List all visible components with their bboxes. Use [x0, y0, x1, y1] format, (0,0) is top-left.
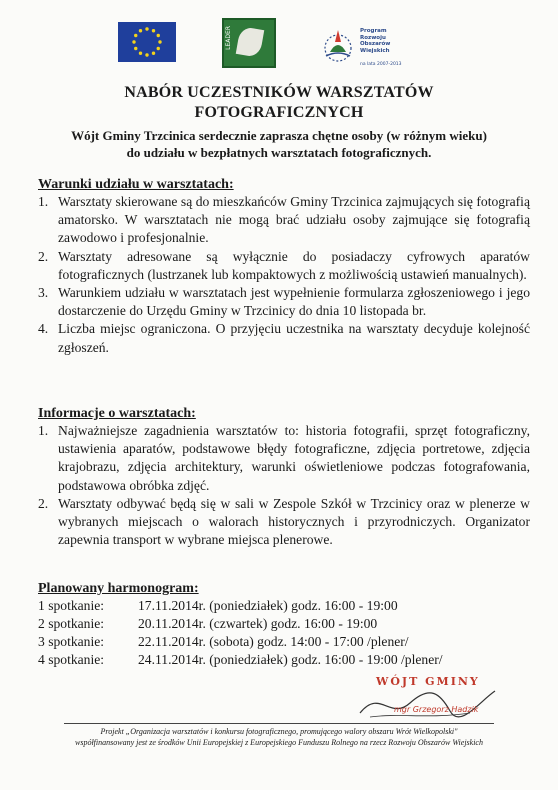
list-item: 2. Warsztaty odbywać będą się w sali w Zespole Szkół w Trzcinicy oraz w plenerze w wybranych miejscach o walorach historycznych i przyrodniczych. Organizator zapewnia transport w wybrane miejsca plenerowe. — [38, 495, 530, 548]
schedule-title: Planowany harmonogram: — [38, 581, 199, 596]
list-item: 4. Liczba miejsc ograniczona. O przyjęciu uczestnika na warsztaty decyduje kolejność zgłoszeń. — [38, 321, 530, 355]
eu-stars-icon — [118, 22, 176, 62]
schedule-row: 1 spotkanie: 17.11.2014r. (poniedziałek) godz. 16:00 - 19:00 — [38, 598, 398, 613]
eu-star-icon — [139, 29, 142, 32]
eu-star-icon — [134, 47, 137, 50]
conditions-section — [38, 176, 530, 357]
list-item: 1. Warsztaty skierowane są do mieszkańców Gminy Trzcinica zajmujących się fotografią amatorsko. W warsztatach nie mogą brać udziału osoby zajmujące się fotografią zawodowo i profesjonalnie. — [38, 194, 530, 246]
eu-star-icon — [157, 34, 160, 37]
list-item: 2. Warsztaty adresowane są wyłącznie do posiadaczy cyfrowych aparatów fotograficznych (lustrzanek lub kompaktowych z możliwością ustawień manualnych). — [38, 248, 530, 282]
eu-star-icon — [132, 40, 135, 43]
program-years: na lata 2007-2013 — [360, 62, 402, 67]
info-section — [38, 405, 530, 549]
schedule-row: 4 spotkanie: 24.11.2014r. (poniedziałek) godz. 16:00 - 19:00 /plener/ — [38, 652, 443, 667]
eu-star-icon — [152, 52, 155, 55]
prow-logo — [318, 18, 408, 74]
eu-flag-logo — [118, 22, 176, 62]
eu-star-icon — [145, 53, 148, 56]
schedule-section — [38, 580, 530, 669]
eu-star-icon — [139, 52, 142, 55]
stamp-title: WÓJT GMINY — [376, 675, 480, 688]
logo-bar — [0, 18, 558, 74]
schedule-row: 2 spotkanie: 20.11.2014r. (czwartek) godz. 16:00 - 19:00 — [38, 616, 378, 631]
info-title: Informacje o warsztatach: — [38, 406, 196, 421]
footer-note: Projekt „Organizacja warsztatów i konkursu fotograficznego, promującego walory obszaru Wrót Wielkopolski" współfinansowany jest ze środków Unii Europejskiej z Europejskiego Funduszu Rolnego na rzecz Rozwoju Obszarów Wiejskich — [75, 727, 483, 747]
page-title: NABÓR UCZESTNIKÓW WARSZTATÓW FOTOGRAFICZNYCH — [124, 84, 434, 121]
handwritten-signature-icon — [350, 683, 500, 723]
eu-star-icon — [158, 40, 161, 43]
conditions-title: Warunki udziału w warsztatach: — [38, 177, 234, 192]
prow-emblem-icon — [318, 24, 358, 64]
schedule-row: 3 spotkanie: 22.11.2014r. (sobota) godz. 14:00 - 17:00 /plener/ — [38, 634, 409, 649]
program-name: Program Rozwoju Obszarów Wiejskich — [360, 28, 391, 54]
eu-star-icon — [145, 27, 148, 30]
footer-divider — [64, 723, 494, 724]
leaf-icon — [236, 26, 264, 58]
eu-star-icon — [152, 29, 155, 32]
lead-text: Wójt Gminy Trzcinica serdecznie zaprasza chętne osoby (w różnym wieku) do udziału w bezpłatnych warsztatach fotograficznych. — [71, 128, 487, 160]
leader-logo — [222, 18, 276, 68]
eu-star-icon — [134, 34, 137, 37]
list-item: 1. Najważniejsze zagadnienia warsztatów to: historia fotografii, sprzęt fotograficzny, ustawienia aparatów, podstawowe błędy fotograficzne, zdjęcia portretowe, zdjęcia krajobrazu, zdjęcia architektury, warunki oświetleniowe podczas fotografowania, podstawowa obróbka zdjęć. — [38, 423, 530, 493]
stamp-name: mgr Grzegorz Hadzik — [394, 705, 479, 714]
leader-label: LEADER — [225, 26, 232, 50]
eu-star-icon — [157, 47, 160, 50]
list-item: 3. Warunkiem udziału w warsztatach jest wypełnienie formularza zgłoszeniowego i jego dostarczenie do Urzędu Gminy w Trzcinicy do dnia 10 listopada br. — [38, 285, 530, 319]
